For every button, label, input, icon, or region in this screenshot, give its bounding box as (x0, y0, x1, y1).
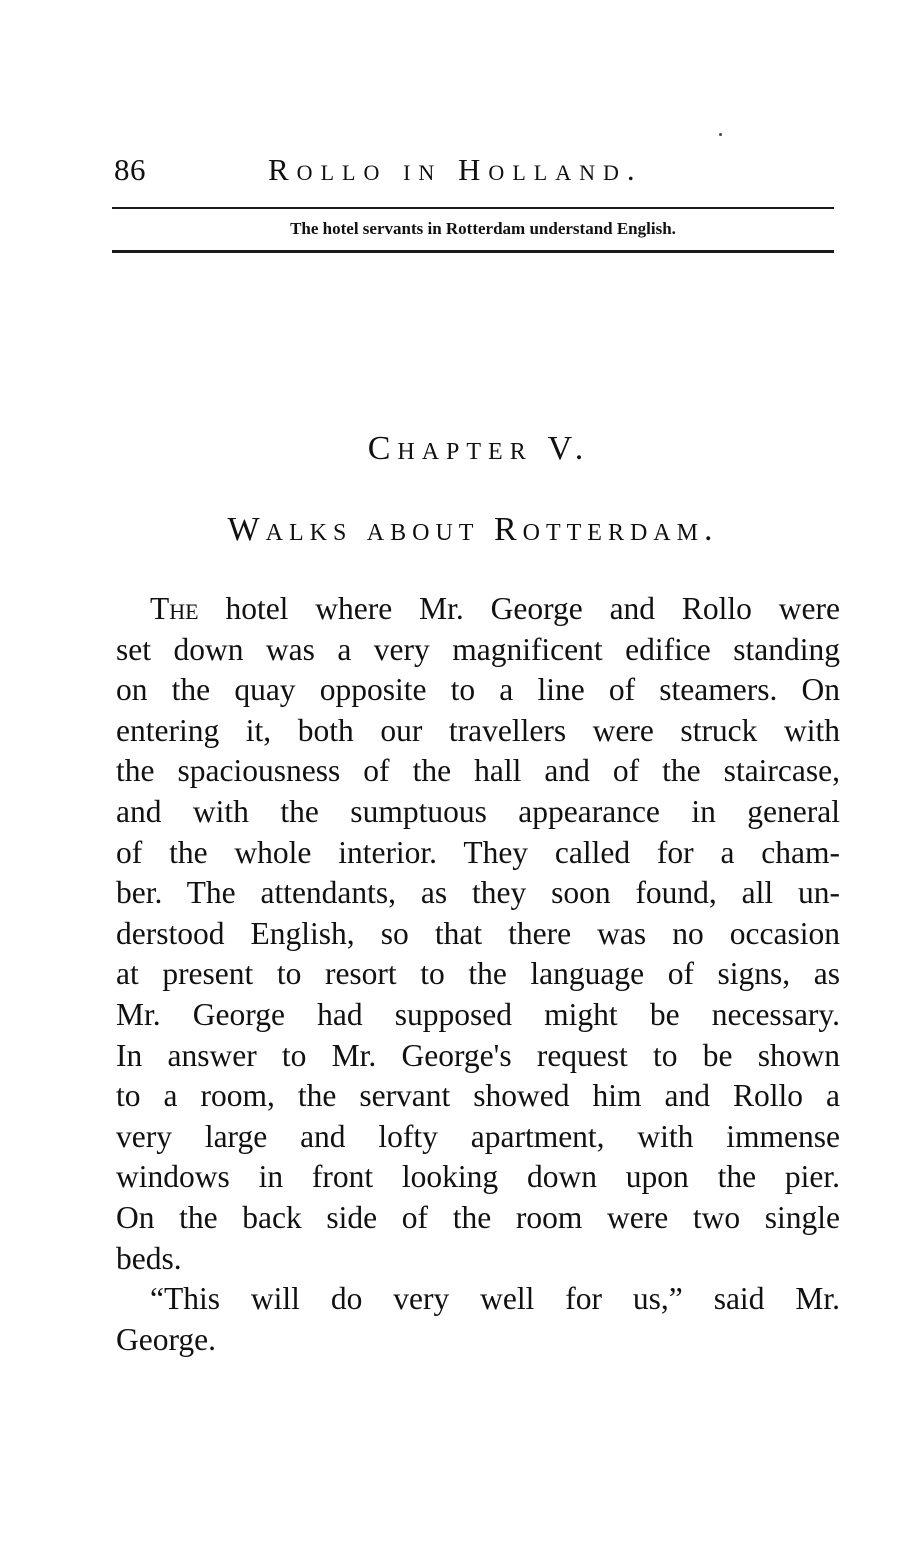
header-rule-bottom (112, 250, 834, 253)
text-line: Mr. George had supposed might be necessary. (116, 996, 840, 1032)
text-line: derstood English, so that there was no occasion (116, 915, 840, 951)
text-line: windows in front looking down upon the pier. (116, 1159, 840, 1195)
lead-word: The (150, 591, 199, 626)
text-line: On the back side of the room were two single (116, 1199, 840, 1235)
header-rule-top (112, 207, 834, 209)
text-line-content: hotel where Mr. George and Rollo were (198, 591, 840, 626)
chapter-number: Chapter V. (367, 430, 591, 467)
text-line: entering it, both our travellers were struck with (116, 712, 840, 748)
text-line: George. (116, 1321, 217, 1357)
text-line: set down was a very magnificent edifice standing (116, 631, 840, 667)
text-line: In answer to Mr. George's request to be shown (116, 1037, 840, 1073)
text-line: and with the sumptuous appearance in general (116, 793, 840, 829)
text-line: beds. (116, 1240, 182, 1276)
chapter-title: Walks about Rotterdam. (227, 511, 719, 548)
text-line (116, 589, 840, 630)
body-text (116, 589, 840, 1360)
text-line: to a room, the servant showed him and Rollo a (116, 1078, 840, 1114)
running-title: Rollo in Holland. (268, 152, 643, 187)
text-line: “This will do very well for us,” said Mr. (150, 1281, 840, 1317)
print-speck (719, 133, 722, 136)
text-line: on the quay opposite to a line of steamers. On (116, 672, 840, 708)
text-line: ber. The attendants, as they soon found, all un- (116, 875, 840, 911)
text-line: very large and lofty apartment, with immense (116, 1118, 840, 1154)
text-line: of the whole interior. They called for a cham- (116, 834, 840, 870)
page-number: 86 (114, 152, 146, 187)
text-line: the spaciousness of the hall and of the staircase, (116, 753, 840, 789)
page-subhead: The hotel servants in Rotterdam understand English. (290, 219, 676, 238)
text-line: at present to resort to the language of signs, as (116, 956, 840, 992)
